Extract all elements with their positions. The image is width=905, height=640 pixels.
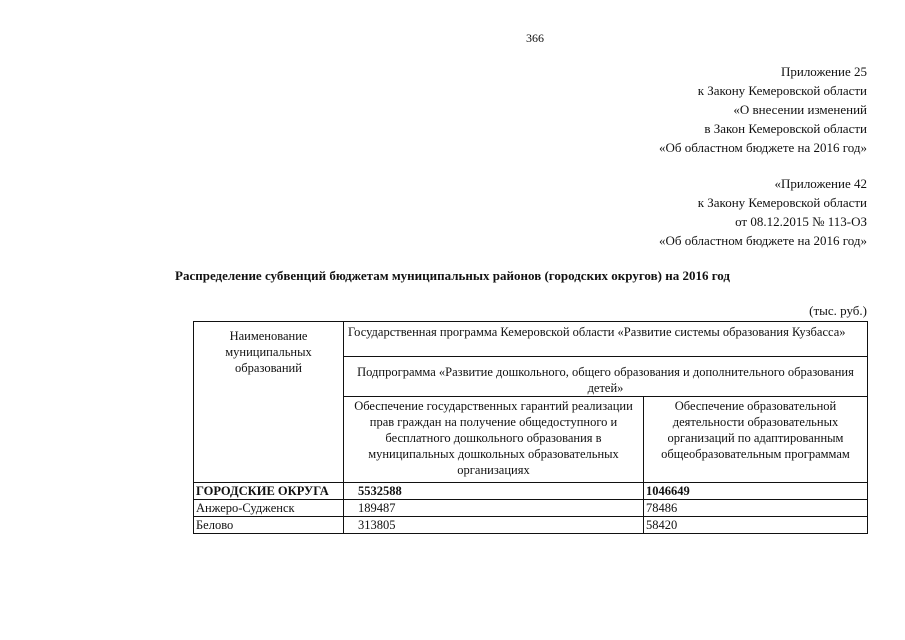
appendix-25-block <box>659 62 867 157</box>
header-column-preschool: Обеспечение государственных гарантий реализации прав граждан на получение общедоступного и бесплатного дошкольного образования в муниципальных дошкольных образовательных организациях <box>344 397 644 483</box>
subvention-table <box>193 321 868 534</box>
row-value-adapted: 58420 <box>644 517 868 534</box>
appendix-25-line: «О внесении изменений <box>733 102 867 117</box>
appendix-42-line: «Приложение 42 <box>774 176 867 191</box>
row-value-adapted: 1046649 <box>644 483 868 500</box>
table-row <box>194 500 868 517</box>
row-value-adapted: 78486 <box>644 500 868 517</box>
header-subprogram: Подпрограмма «Развитие дошкольного, общего образования и дополнительного образования детей» <box>344 357 868 397</box>
page-number: 366 <box>526 31 544 45</box>
row-value-preschool: 313805 <box>344 517 644 534</box>
appendix-42-block <box>659 174 867 250</box>
appendix-25-line: Приложение 25 <box>780 64 867 79</box>
appendix-42-line: к Закону Кемеровской области <box>697 195 867 210</box>
header-state-program: Государственная программа Кемеровской области «Развитие системы образования Кузбасса» <box>344 322 868 357</box>
row-name: Анжеро-Судженск <box>194 500 344 517</box>
table-row <box>194 517 868 534</box>
appendix-42-line: от 08.12.2015 № 113-ОЗ <box>735 214 867 229</box>
appendix-42-line: «Об областном бюджете на 2016 год» <box>659 233 867 248</box>
table-row-total <box>194 483 868 500</box>
row-value-preschool: 189487 <box>344 500 644 517</box>
row-value-preschool: 5532588 <box>344 483 644 500</box>
header-municipality-name: Наименование муниципальных образований <box>194 322 344 483</box>
row-name: Белово <box>194 517 344 534</box>
units-label: (тыс. руб.) <box>809 303 867 318</box>
appendix-25-line: «Об областном бюджете на 2016 год» <box>659 140 867 155</box>
row-name: ГОРОДСКИЕ ОКРУГА <box>194 483 344 500</box>
appendix-25-line: к Закону Кемеровской области <box>697 83 867 98</box>
header-column-adapted-programs: Обеспечение образовательной деятельности образовательных организаций по адаптированным общеобразовательным программам <box>644 397 868 483</box>
appendix-25-line: в Закон Кемеровской области <box>704 121 867 136</box>
document-title: Распределение субвенций бюджетам муниципальных районов (городских округов) на 2016 год <box>175 268 730 283</box>
